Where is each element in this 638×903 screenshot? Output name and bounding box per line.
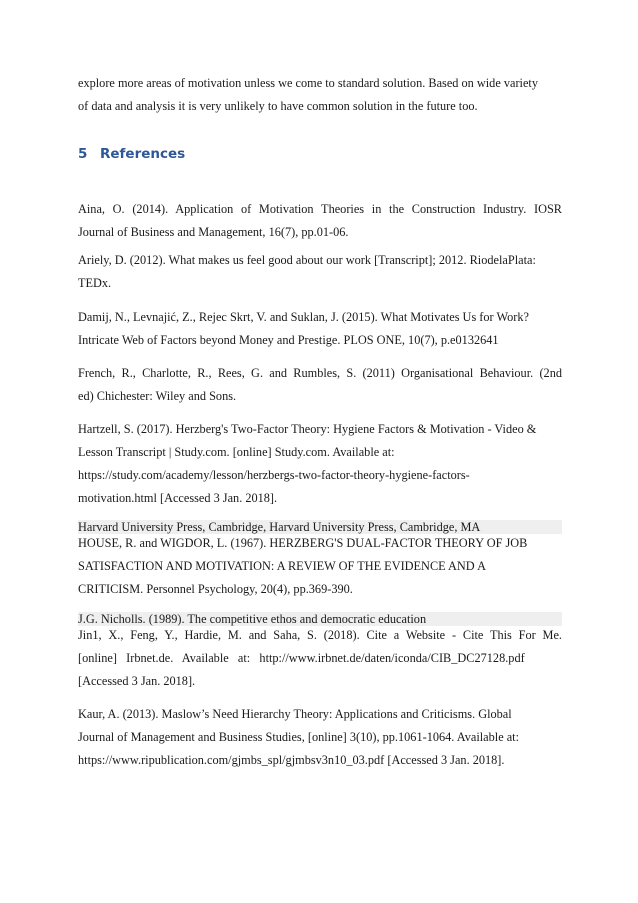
- shaded-note-nicholls: J.G. Nicholls. (1989). The competitive ethos and democratic education: [78, 612, 562, 626]
- reference-ariely: [78, 249, 562, 295]
- section-number: 5: [78, 146, 88, 162]
- intro-line-1: explore more areas of motivation unless we come to standard solution. Based on wide variety: [78, 76, 538, 90]
- intro-line-2: of data and analysis it is very unlikely to have common solution in the future too.: [78, 99, 478, 113]
- reference-aina: [78, 198, 562, 244]
- reference-line: Aina, O. (2014). Application of Motivation Theories in the Construction Industry. IOSR: [78, 202, 562, 216]
- reference-line: HOUSE, R. and WIGDOR, L. (1967). HERZBERG'S DUAL-FACTOR THEORY OF JOB: [78, 536, 528, 550]
- reference-kaur: [78, 703, 562, 772]
- reference-hartzell: [78, 418, 562, 510]
- reference-line: Damij, N., Levnajić, Z., Rejec Skrt, V. and Suklan, J. (2015). What Motivates Us for Work?: [78, 310, 529, 324]
- reference-line: [Accessed 3 Jan. 2018].: [78, 674, 196, 688]
- reference-line: CRITICISM. Personnel Psychology, 20(4), pp.369-390.: [78, 582, 353, 596]
- reference-line: Intricate Web of Factors beyond Money and Prestige. PLOS ONE, 10(7), p.e0132641: [78, 333, 499, 347]
- reference-line: https://study.com/academy/lesson/herzbergs-two-factor-theory-hygiene-factors-: [78, 468, 470, 482]
- reference-line: TEDx.: [78, 276, 112, 290]
- reference-line: SATISFACTION AND MOTIVATION: A REVIEW OF THE EVIDENCE AND A: [78, 559, 486, 573]
- reference-line: Journal of Business and Management, 16(7), pp.01-06.: [78, 225, 349, 239]
- reference-line: https://www.ripublication.com/gjmbs_spl/gjmbsv3n10_03.pdf [Accessed 3 Jan. 2018].: [78, 753, 505, 767]
- reference-french: [78, 362, 562, 408]
- reference-line: Kaur, A. (2013). Maslow’s Need Hierarchy Theory: Applications and Criticisms. Global: [78, 707, 512, 721]
- reference-line: ed) Chichester: Wiley and Sons.: [78, 389, 237, 403]
- section-heading: [78, 146, 185, 162]
- reference-line: Hartzell, S. (2017). Herzberg's Two-Factor Theory: Hygiene Factors & Motivation - Video &: [78, 422, 537, 436]
- shaded-note-harvard: Harvard University Press, Cambridge, Harvard University Press, Cambridge, MA: [78, 520, 562, 534]
- reference-damij: [78, 306, 562, 352]
- reference-line: Journal of Management and Business Studies, [online] 3(10), pp.1061-1064. Available at:: [78, 730, 520, 744]
- reference-line: Jin1, X., Feng, Y., Hardie, M. and Saha, S. (2018). Cite a Website - Cite This For Me.: [78, 628, 562, 642]
- reference-house: [78, 532, 562, 601]
- reference-line: Ariely, D. (2012). What makes us feel good about our work [Transcript]; 2012. RiodelaPlata:: [78, 253, 536, 267]
- intro-paragraph: [78, 72, 562, 118]
- reference-jin: [78, 624, 562, 693]
- section-title: References: [100, 146, 186, 162]
- reference-line: Lesson Transcript | Study.com. [online] Study.com. Available at:: [78, 445, 395, 459]
- reference-line: [online] Irbnet.de. Available at: http://www.irbnet.de/daten/iconda/CIB_DC27128.pdf: [78, 651, 525, 665]
- reference-line: French, R., Charlotte, R., Rees, G. and Rumbles, S. (2011) Organisational Behaviour. (2nd: [78, 366, 562, 380]
- reference-line: motivation.html [Accessed 3 Jan. 2018].: [78, 491, 278, 505]
